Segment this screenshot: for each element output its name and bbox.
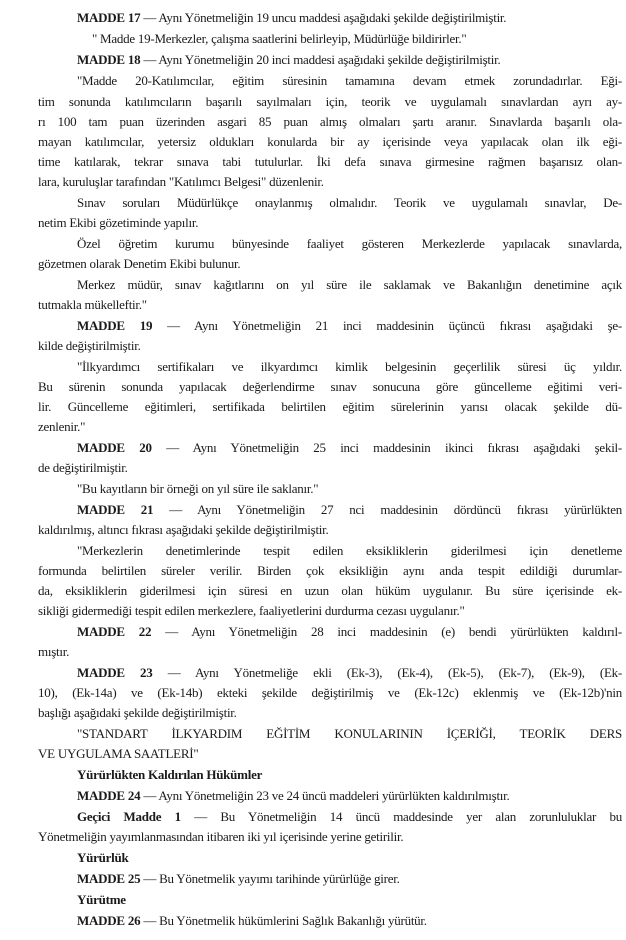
line-text: Yönetmeliğin yayımlanmasından itibaren iki yıl içerisinde yerine getirilir. — [38, 829, 404, 844]
text-line — [38, 829, 583, 845]
text-line — [38, 644, 138, 660]
article-heading: Yürütme — [77, 892, 126, 907]
text-line — [77, 10, 622, 26]
text-line — [38, 522, 538, 538]
text-line — [38, 399, 622, 415]
line-text: Özel öğretim kurumu bünyesinde faaliyet gösteren Merkezlerde yapılacak sınavlarda, — [77, 236, 622, 251]
article-heading: Yürürlükten Kaldırılan Hükümler — [77, 767, 263, 782]
article-heading: MADDE 24 — [77, 788, 141, 803]
text-line — [38, 603, 622, 619]
line-text: — Bu Yönetmelik yayımı tarihinde yürürlüğe girer. — [140, 871, 400, 886]
line-text: netim Ekibi gözetiminde yapılır. — [38, 215, 199, 230]
line-text: — Aynı Yönetmeliğin 28 inci maddesinin (e) bendi yürürlükten kaldırıl- — [151, 624, 622, 639]
text-line — [77, 236, 622, 252]
line-text: lara, kuruluşlar tarafından "Katılımcı Belgesi" düzenlenir. — [38, 174, 324, 189]
text-line — [38, 379, 622, 395]
line-text: lir. Güncelleme eğitimleri, sertifikada belirtilen eğitim sürelerinin yarısı olacak şekilde dü- — [38, 399, 622, 414]
text-line — [77, 624, 622, 640]
line-text: "Madde 20-Katılımcılar, eğitim süresinin tamamına devam etmek zorundadırlar. Eği- — [77, 73, 622, 88]
text-line — [77, 767, 377, 783]
line-text: "Merkezlerin denetimlerinde tespit edilen eksikliklerin giderilmesi için denetleme — [77, 543, 622, 558]
text-line — [38, 563, 622, 579]
text-line — [38, 419, 138, 435]
text-line — [38, 215, 288, 231]
text-line — [77, 52, 622, 68]
text-line — [38, 134, 622, 150]
line-text: Sınav soruları Müdürlükçe onaylanmış olmalıdır. Teorik ve uygulamalı sınavlar, De- — [77, 195, 622, 210]
line-text: rı 100 tam puan üzerinden asgari 85 puan almış olmaları şartı aranır. Sınavlarda başarılı ola- — [38, 114, 622, 129]
line-text: mıştır. — [38, 644, 70, 659]
article-heading: MADDE 20 — [77, 440, 152, 455]
line-text: — Bu Yönetmelik hükümlerini Sağlık Bakanlığı yürütür. — [140, 913, 427, 928]
line-text: — Aynı Yönetmeliğin 19 uncu maddesi aşağıdaki şekilde değiştirilmiştir. — [140, 10, 507, 25]
text-line — [38, 154, 622, 170]
line-text: 10), (Ek-14a) ve (Ek-14b) ekteki şekilde değiştirilmiş ve (Ek-12c) eklenmiş ve (Ek-12b)'nin — [38, 685, 622, 700]
line-text: Merkez müdür, sınav kağıtlarını on yıl süre ile saklamak ve Bakanlığın denetimine açık — [77, 277, 622, 292]
line-text: " Madde 19-Merkezler, çalışma saatlerini belirleyip, Müdürlüğe bildirirler." — [92, 31, 467, 46]
text-line — [38, 685, 622, 701]
line-text: VE UYGULAMA SAATLERİ" — [38, 746, 199, 761]
article-heading: MADDE 26 — [77, 913, 141, 928]
text-line — [38, 256, 338, 272]
text-line — [77, 543, 622, 559]
line-text: tutmakla mükelleftir." — [38, 297, 147, 312]
text-line — [38, 338, 238, 354]
line-text: — Aynı Yönetmeliğin 21 inci maddesinin üçüncü fıkrası aşağıdaki şe- — [152, 318, 622, 333]
text-line — [38, 460, 238, 476]
line-text: Bu sürenin sonunda yapılacak değerlendirme sınav sonucuna göre güncelleme eğitimi veri- — [38, 379, 622, 394]
line-text: de değiştirilmiştir. — [38, 460, 128, 475]
article-heading: Yürürlük — [77, 850, 129, 865]
text-line — [77, 892, 227, 908]
text-line — [77, 277, 622, 293]
text-line — [77, 359, 622, 375]
text-line — [77, 665, 622, 681]
article-heading: MADDE 17 — [77, 10, 141, 25]
article-heading: MADDE 21 — [77, 502, 154, 517]
line-text: tim sonunda katılımcıların başarılı sayılmaları için, teorik ve uygulamalı sınavlardan ayrı ay- — [38, 94, 622, 109]
line-text: gözetmen olarak Denetim Ekibi bulunur. — [38, 256, 241, 271]
text-line — [77, 871, 622, 887]
line-text: — Aynı Yönetmeliğin 27 nci maddesinin dördüncü fıkrası yürürlükten — [153, 502, 623, 517]
text-line — [38, 114, 622, 130]
text-line — [38, 94, 622, 110]
text-line — [77, 809, 622, 825]
line-text: mayan katılımcılar, yetersiz oldukları konularda bir ay içerisinde veya yapılacak olan ilk eği- — [38, 134, 622, 149]
text-line — [77, 850, 227, 866]
line-text: — Aynı Yönetmeliğe ekli (Ek-3), (Ek-4), (Ek-5), (Ek-7), (Ek-9), (Ek- — [152, 665, 622, 680]
text-line — [77, 726, 622, 742]
line-text: "Bu kayıtların bir örneği on yıl süre ile saklanır." — [77, 481, 319, 496]
line-text: — Aynı Yönetmeliğin 20 inci maddesi aşağıdaki şekilde değiştirilmiştir. — [140, 52, 501, 67]
line-text: time katılarak, tekrar sınava tabi tutulurlar. İki defa sınava girmesine rağmen başarısız olan- — [38, 154, 622, 169]
line-text: — Aynı Yönetmeliğin 25 inci maddesinin ikinci fıkrası aşağıdaki şekil- — [151, 440, 622, 455]
article-heading: MADDE 18 — [77, 52, 141, 67]
text-line — [38, 746, 288, 762]
line-text: kaldırılmış, altıncı fıkrası aşağıdaki şekilde değiştirilmiştir. — [38, 522, 329, 537]
text-line — [77, 440, 622, 456]
line-text: zenlenir." — [38, 419, 86, 434]
text-line — [77, 73, 622, 89]
article-heading: Geçici Madde 1 — [77, 809, 181, 824]
text-line — [92, 31, 622, 47]
text-line — [38, 297, 238, 313]
text-line — [38, 583, 622, 599]
text-line — [77, 502, 622, 518]
line-text: kilde değiştirilmiştir. — [38, 338, 141, 353]
text-line — [77, 318, 622, 334]
text-line — [77, 195, 622, 211]
article-heading: MADDE 25 — [77, 871, 141, 886]
text-line — [77, 913, 622, 929]
line-text: formunda belirtilen süreler verilir. Birden çok eksikliğin aynı anda tespit edildiği durumlar- — [38, 563, 622, 578]
line-text: "İlkyardımcı sertifikaları ve ilkyardımcı kimlik belgesinin geçerlilik süresi üç yıldır. — [77, 359, 622, 374]
article-heading: MADDE 19 — [77, 318, 153, 333]
text-line — [38, 705, 438, 721]
line-text: başlığı aşağıdaki şekilde değiştirilmiştir. — [38, 705, 237, 720]
line-text: — Bu Yönetmeliğin 14 üncü maddesinde yer alan zorunluluklar bu — [180, 809, 622, 824]
text-line — [77, 788, 622, 804]
text-line — [77, 481, 477, 497]
line-text: — Aynı Yönetmeliğin 23 ve 24 üncü maddeleri yürürlükten kaldırılmıştır. — [140, 788, 510, 803]
article-heading: MADDE 22 — [77, 624, 152, 639]
line-text: "STANDART İLKYARDIM EĞİTİM KONULARININ İÇERİĞİ, TEORİK DERS — [77, 726, 622, 741]
line-text: sikliği gidermediği tespit edilen merkezlere, faaliyetlerini durdurma cezası uygulanır." — [38, 603, 465, 618]
text-line — [38, 174, 438, 190]
line-text: da, eksikliklerin giderilmesi için süresi en uzun olan hüküm uygulanır. Bu süre içerisinde ek- — [38, 583, 622, 598]
article-heading: MADDE 23 — [77, 665, 153, 680]
